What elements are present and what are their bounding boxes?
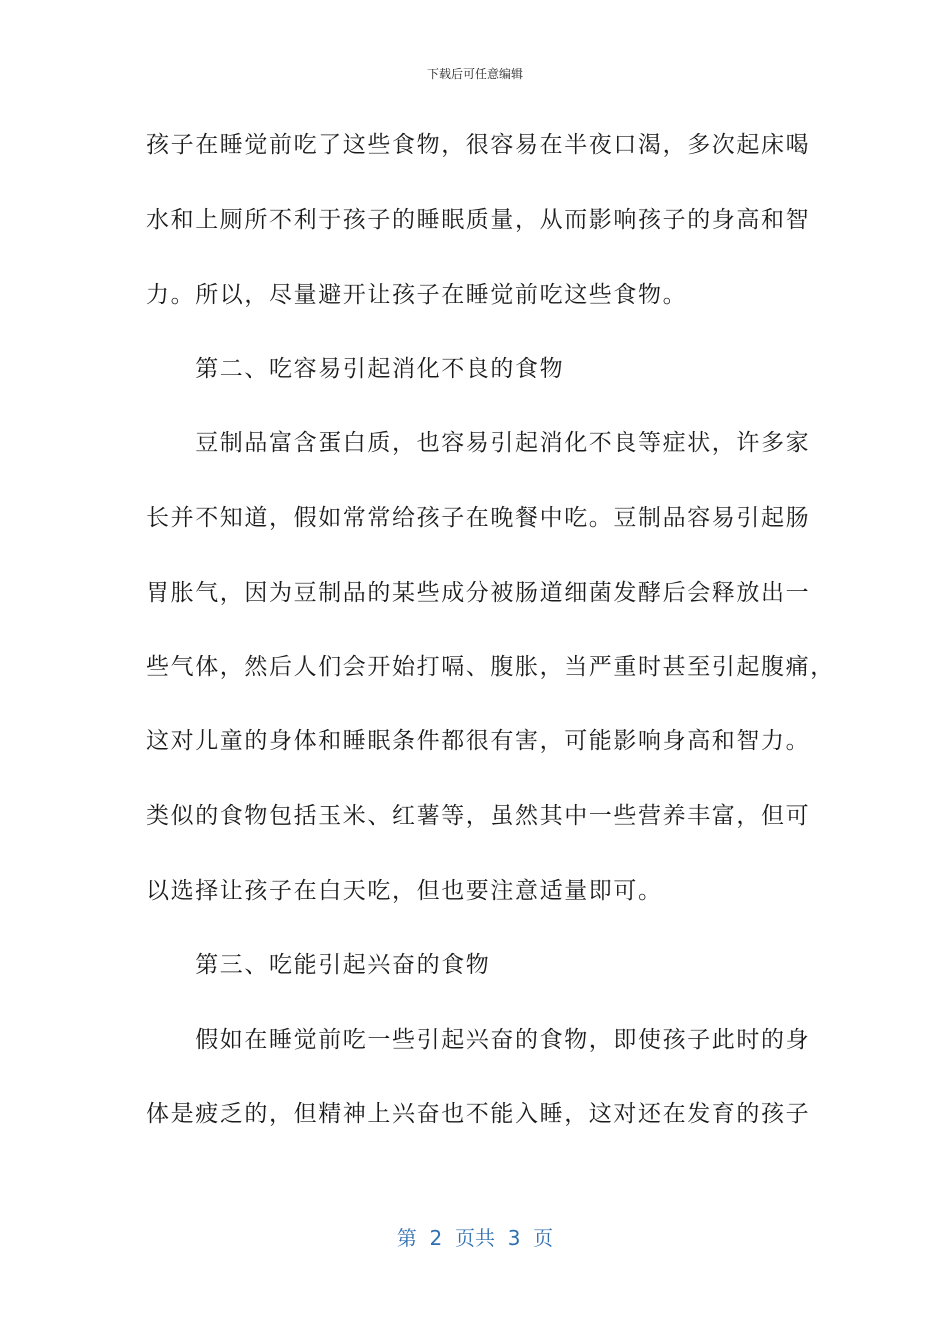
body-line: 孩子在睡觉前吃了这些食物，很容易在半夜口渴，多次起床喝	[146, 132, 811, 158]
body-line: 水和上厕所不利于孩子的睡眠质量，从而影响孩子的身高和智	[146, 207, 811, 233]
section-heading: 第二、吃容易引起消化不良的食物	[146, 356, 565, 382]
body-line: 力。所以，尽量避开让孩子在睡觉前吃这些食物。	[146, 282, 688, 308]
body-line: 胃胀气，因为豆制品的某些成分被肠道细菌发酵后会释放出一	[146, 580, 811, 606]
body-line: 体是疲乏的，但精神上兴奋也不能入睡，这对还在发育的孩子	[146, 1101, 811, 1127]
page-header-note: 下载后可任意编辑	[426, 67, 523, 81]
body-line: 类似的食物包括玉米、红薯等，虽然其中一些营养丰富，但可	[146, 803, 811, 829]
page-number-footer	[0, 1225, 950, 1251]
page-number-text: 第 2 页共 3 页	[396, 1226, 554, 1250]
body-line: 这对儿童的身体和睡眠条件都很有害，可能影响身高和智力。	[146, 728, 811, 754]
body-line: 长并不知道，假如常常给孩子在晚餐中吃。豆制品容易引起肠	[146, 505, 811, 531]
body-line: 假如在睡觉前吃一些引起兴奋的食物，即使孩子此时的身	[146, 1027, 811, 1053]
body-line: 豆制品富含蛋白质，也容易引起消化不良等症状，许多家	[146, 430, 811, 456]
body-line: 以选择让孩子在白天吃，但也要注意适量即可。	[146, 878, 663, 904]
section-heading: 第三、吃能引起兴奋的食物	[146, 952, 491, 978]
body-line: 些气体，然后人们会开始打嗝、腹胀，当严重时甚至引起腹痛，	[146, 654, 835, 680]
